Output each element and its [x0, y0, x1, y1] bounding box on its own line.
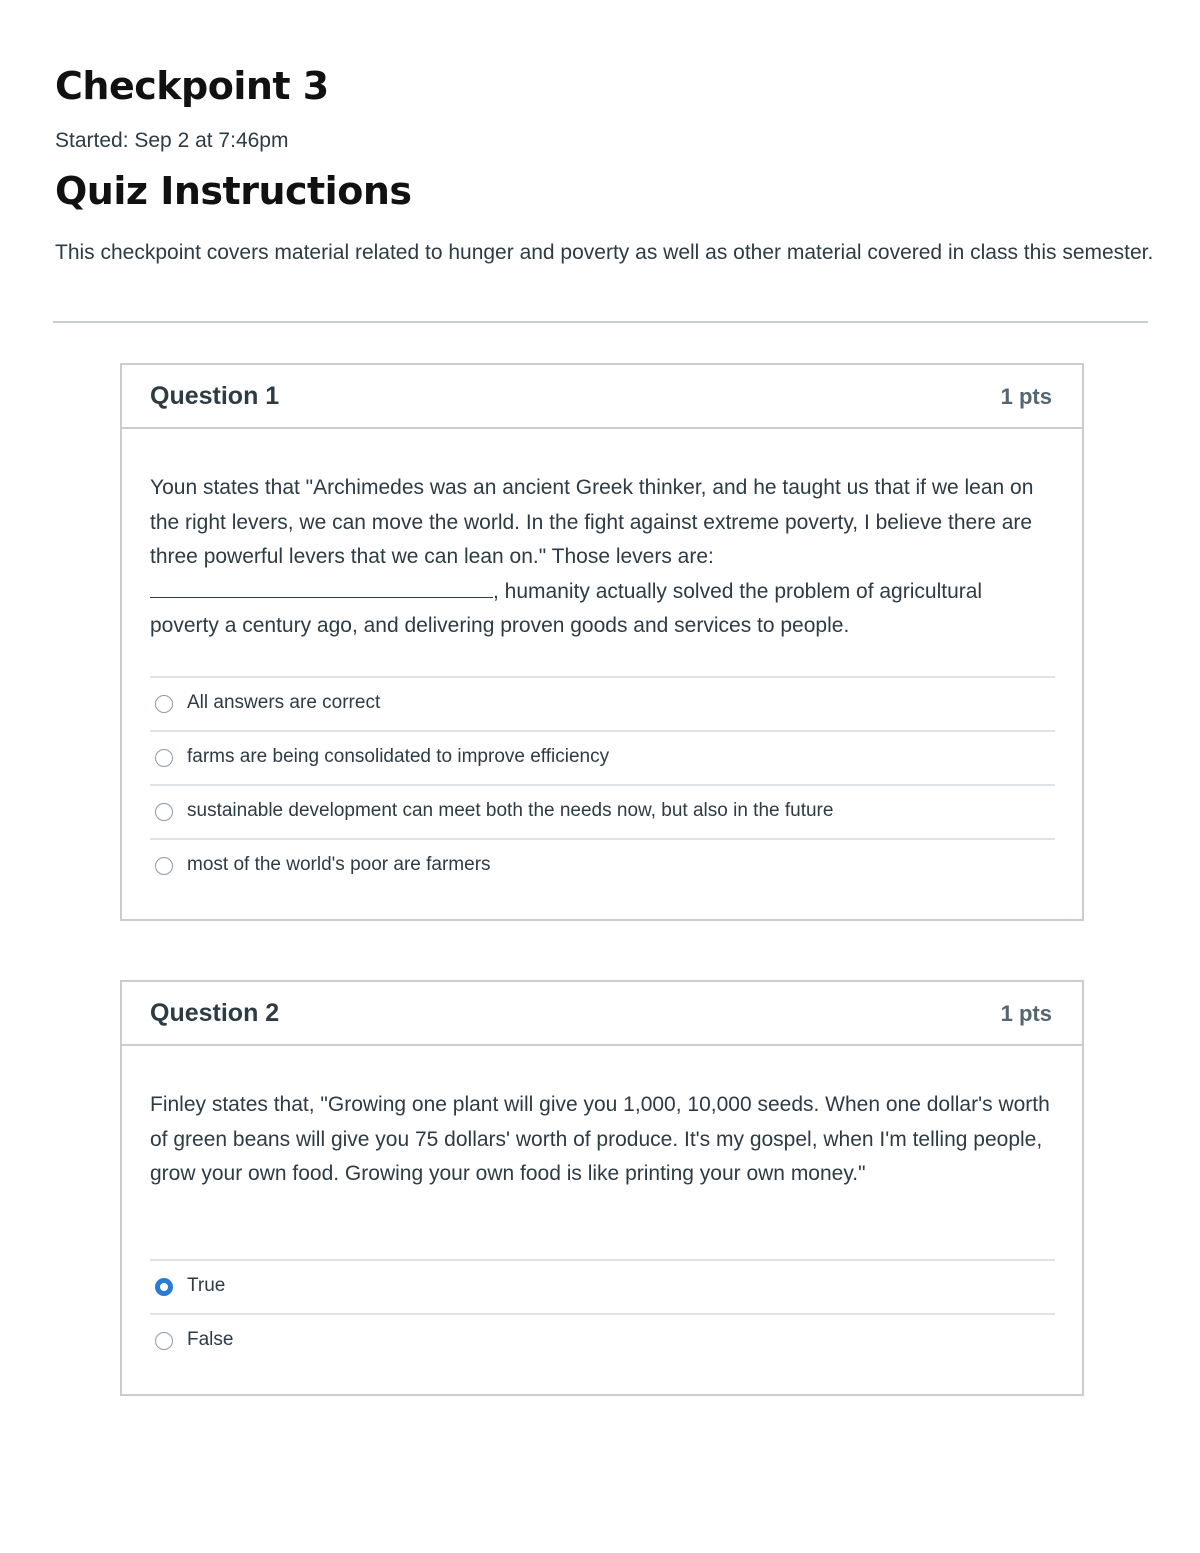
radio-button[interactable] — [155, 695, 173, 713]
answer-label[interactable]: True — [187, 1275, 226, 1296]
question-card-2 — [120, 980, 1084, 1396]
answer-option[interactable] — [150, 730, 1055, 784]
question-text: Finley states that, "Growing one plant will give you 1,000, 10,000 seeds. When one dollar's worth of green beans will give you 75 dollars' worth of produce. It's my gospel, when I'm telling people, grow your own food. Growing your own food is like printing your own money." — [150, 1093, 1050, 1185]
answer-option[interactable] — [150, 1259, 1055, 1313]
answer-label[interactable]: All answers are correct — [187, 692, 381, 713]
question-points: 1 pts — [1000, 384, 1052, 409]
question-points: 1 pts — [1000, 1001, 1052, 1026]
answer-list — [150, 676, 1055, 892]
question-number: Question 2 — [150, 999, 280, 1027]
question-text-part-1: Youn states that "Archimedes was an ancient Greek thinker, and he taught us that if we lean on the right levers, we can move the world. In the fight against extreme poverty, I believe there are three powerful levers that we can lean on." Those levers are: — [150, 476, 1034, 568]
radio-button[interactable] — [155, 857, 173, 875]
quiz-started-time: Started: Sep 2 at 7:46pm — [55, 129, 289, 152]
instructions-heading: Quiz Instructions — [55, 169, 412, 213]
answer-label[interactable]: most of the world's poor are farmers — [187, 854, 491, 875]
section-divider — [53, 321, 1148, 323]
answer-label[interactable]: farms are being consolidated to improve efficiency — [187, 746, 610, 767]
question-card-1 — [120, 363, 1084, 921]
question-header — [122, 982, 1082, 1046]
question-header — [122, 365, 1082, 429]
question-number: Question 1 — [150, 382, 280, 410]
quiz-title: Checkpoint 3 — [55, 64, 329, 108]
radio-button[interactable] — [155, 1332, 173, 1350]
question-text-part-2: , humanity actually solved the problem of agricultural poverty a century ago, and delivering proven goods and services to people. — [150, 579, 983, 637]
answer-option[interactable] — [150, 784, 1055, 838]
radio-button[interactable] — [155, 803, 173, 821]
fill-in-blank — [150, 577, 493, 598]
answer-option[interactable] — [150, 838, 1055, 892]
answer-label[interactable]: sustainable development can meet both the needs now, but also in the future — [187, 800, 834, 821]
question-text — [150, 471, 1055, 644]
instructions-text: This checkpoint covers material related to hunger and poverty as well as other material covered in class this semester. — [55, 241, 1154, 264]
answer-list — [150, 1259, 1055, 1367]
answer-label[interactable]: False — [187, 1329, 234, 1350]
radio-button[interactable] — [155, 749, 173, 767]
radio-button-selected[interactable] — [155, 1278, 173, 1296]
answer-option[interactable] — [150, 676, 1055, 730]
answer-option[interactable] — [150, 1313, 1055, 1367]
